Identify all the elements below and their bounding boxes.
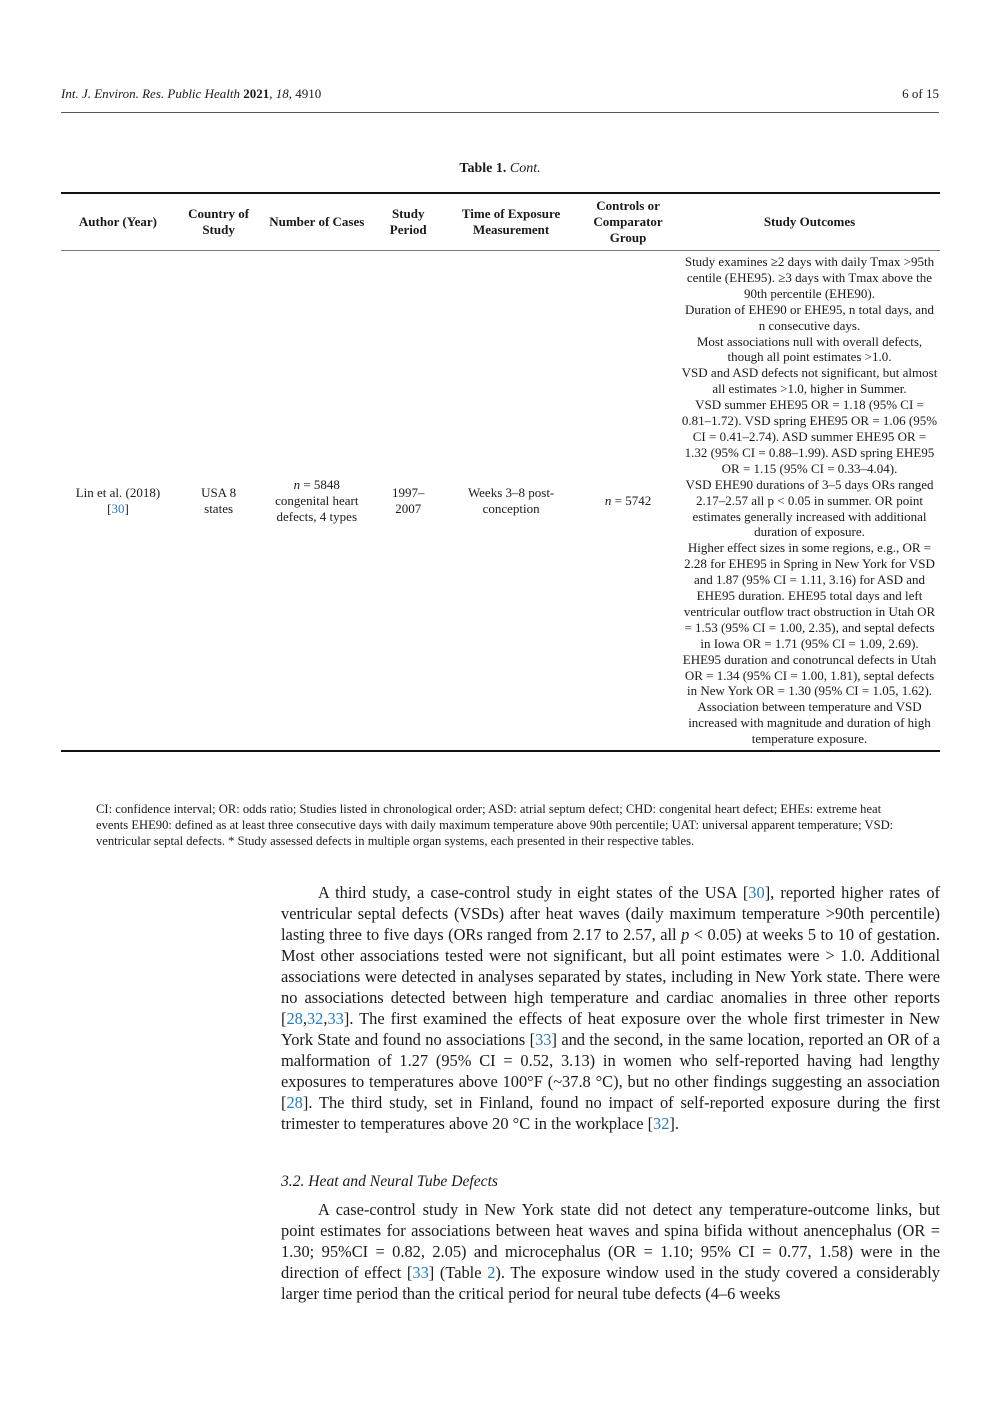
cell-outcomes xyxy=(679,251,940,752)
period-text: 1997–2007 xyxy=(391,484,425,516)
text-run: < 0.05) at weeks 5 to 10 of gestation. Most other associations tested were not significant, but all point estimates were > 1.0. Additional associations were detected in analyses separated by states, including in New York state. There were no associations detected between high temperature and cardiac anomalies in three other reports [ xyxy=(281,925,940,1028)
col-header-cases: Number of Cases xyxy=(269,214,365,230)
journal-name: Int. J. Environ. Res. Public Health xyxy=(61,86,240,101)
header-rule xyxy=(61,112,939,113)
running-header xyxy=(61,86,939,102)
text-run: ]. xyxy=(669,1114,679,1133)
body-paragraph xyxy=(281,1199,940,1304)
cell-author: Lin et al. (2018) [30] xyxy=(75,484,161,516)
citation-link[interactable]: 28 xyxy=(286,1009,303,1028)
text-run: p xyxy=(681,925,690,944)
outcome-line: VSD EHE90 durations of 3–5 days ORs ranged 2.17–2.57 all p < 0.05 in summer. OR point estimates generally increased with additional duration of exposure. xyxy=(685,476,934,540)
outcome-line: Study examines ≥2 days with daily Tmax >95th centile (EHE95). ≥3 days with Tmax above the 90th percentile (EHE90). xyxy=(684,254,935,301)
cell-controls xyxy=(577,251,679,752)
outcome-line: Higher effect sizes in some regions, e.g., OR = 2.28 for EHE95 in Spring in New York for VSD and 1.87 (95% CI = 1.11, 3.16) for ASD and EHE95 duration. EHE95 total days and left ventricular outflow tract obstruction in Utah OR = 1.53 (95% CI = 1.00, 2.35), and septal defects in Iowa OR = 1.71 (95% CI = 1.09, 2.69). EHE95 duration and conotruncal defects in Utah OR = 1.34 (95% CI = 1.00, 1.81), septal defects in New York OR = 1.30 (95% CI = 1.05, 1.62). Association between temperature and VSD increased with magnitude and duration of high temperature exposure. xyxy=(682,540,937,747)
journal-volume: 18 xyxy=(275,86,289,101)
country-text: USA 8 states xyxy=(201,484,237,516)
col-header-country: Country of Study xyxy=(188,206,250,237)
outcome-line: Most associations null with overall defects, though all point estimates >1.0. xyxy=(696,333,923,365)
col-header-exposure: Time of Exposure Measurement xyxy=(461,206,561,237)
outcome-line: VSD summer EHE95 OR = 1.18 (95% CI = 0.81–1.72). VSD spring EHE95 OR = 1.06 (95% CI = 0.41–2.74). ASD summer EHE95 OR = 1.32 (95% CI = 0.88–1.99). ASD spring EHE95 OR = 1.15 (95% CI = 0.33–4.04). xyxy=(681,397,938,476)
text-run: ]. The third study, set in Finland, found no impact of self-reported exposure during the first trimester to temperatures above 20 °C in the workplace [ xyxy=(281,1093,940,1133)
text-run: ] (Table xyxy=(428,1263,488,1282)
article-number: 4910 xyxy=(295,86,322,101)
table-header-row xyxy=(61,193,940,251)
table-label: Table 1. xyxy=(459,161,507,176)
cases-description: congenital heart defects, 4 types xyxy=(275,492,359,524)
exposure-time-text: Weeks 3–8 post-conception xyxy=(467,484,555,516)
page-number: 6 of 15 xyxy=(902,86,939,101)
outcome-line: Duration of EHE90 or EHE95, n total days, and n consecutive days. xyxy=(684,301,935,333)
citation-link[interactable]: 33 xyxy=(327,1009,344,1028)
outcome-line: VSD and ASD defects not significant, but almost all estimates >1.0, higher in Summer. xyxy=(681,365,938,397)
citation-link[interactable]: 33 xyxy=(535,1030,552,1049)
col-header-controls: Controls or Comparator Group xyxy=(593,198,663,245)
table-row xyxy=(61,251,940,752)
text-run: ] and the second, in the same location, reported an OR of a malformation of 1.27 (95% CI = 0.52, 3.13) in women who self-reported having had lengthy exposures to temperatures above 100°F (~37.8 °C), but no other findings suggesting an association [ xyxy=(281,1030,940,1112)
cell-cases xyxy=(262,251,371,752)
citation-link[interactable]: 32 xyxy=(653,1114,670,1133)
text-run: ). The exposure window used in the study covered a considerably larger time period than the critical period for neural tube defects (4–6 weeks xyxy=(281,1263,940,1303)
text-run: A third study, a case-control study in eight states of the USA [ xyxy=(318,883,749,902)
cell-country xyxy=(175,251,262,752)
text-run: ]. The first examined the effects of heat exposure over the whole first trimester in New York State and found no associations [ xyxy=(281,1009,940,1049)
cell-period xyxy=(371,251,445,752)
journal-year: 2021 xyxy=(243,86,270,101)
cell-exposure-time xyxy=(445,251,577,752)
controls-value: = 5742 xyxy=(611,492,652,508)
cases-value: = 5848 xyxy=(300,476,340,492)
citation-link[interactable]: 30 xyxy=(111,500,125,516)
table-footnote: CI: confidence interval; OR: odds ratio; Studies listed in chronological order; ASD: atrial septum defect; CHD: congenital heart defect; EHEs: extreme heat events EHE90: defined as at least three consecutive days with daily maximum temperature above 90th percentile; UAT: universal apparent temperature; VSD: ventricular septal defects. * Study assessed defects in multiple organ systems, each presented in their respective tables. xyxy=(96,802,894,848)
citation-link[interactable]: 28 xyxy=(286,1093,303,1112)
study-table xyxy=(61,192,940,752)
col-header-outcomes: Study Outcomes xyxy=(763,214,856,230)
citation-link[interactable]: 30 xyxy=(748,883,765,902)
col-header-period: Study Period xyxy=(389,206,427,237)
table-link[interactable]: 2 xyxy=(487,1263,496,1282)
citation-link[interactable]: 33 xyxy=(412,1263,429,1282)
controls-n-symbol: n xyxy=(604,492,612,508)
text-run: ], reported higher rates of ventricular septal defects (VSDs) after heat waves (daily maximum temperature >90th percentile) lasting three to five days (ORs ranged from 2.17 to 2.57, all xyxy=(281,883,940,944)
col-header-author: Author (Year) xyxy=(78,214,158,230)
journal-citation: Int. J. Environ. Res. Public Health 2021, 18, 4910 xyxy=(61,86,322,101)
body-paragraph: A third study, a case-control study in eight states of the USA [30], reported higher rates of ventricular septal defects (VSDs) after heat waves (daily maximum temperature >90th percentile) lasting three to five days (ORs ranged from 2.17 to 2.57, all p < 0.05) at weeks 5 to 10 of gestation. Most other associations tested were not significant, but all point estimates were > 1.0. Additional associations were detected in analyses separated by states, including in New York state. There were no associations detected between high temperature and cardiac anomalies in three other reports [28,32,33]. The first examined the effects of heat exposure over the whole first trimester in New York State and found no associations [33] and the second, in the same location, reported an OR of a malformation of 1.27 (95% CI = 0.52, 3.13) in women who self-reported having had lengthy exposures to temperatures above 100°F (~37.8 °C), but no other findings suggesting an association [28]. The third study, set in Finland, found no impact of self-reported exposure during the first trimester to temperatures above 20 °C in the workplace [32]. xyxy=(281,883,940,1133)
author-name: Lin et al. (2018) xyxy=(75,484,161,500)
text-run: A case-control study in New York state did not detect any temperature-outcome links, but point estimates for associations between heat waves and spina bifida without anencephalus (OR = 1.30; 95%CI = 0.82, 2.05) and microcephalus (OR = 1.10; 95% CI = 0.77, 1.58) were in the direction of effect [ xyxy=(281,1200,940,1282)
citation-link[interactable]: 32 xyxy=(306,1009,324,1028)
section-heading: 3.2. Heat and Neural Tube Defects xyxy=(281,1173,498,1190)
table-continued: Cont. xyxy=(509,161,541,176)
table-caption xyxy=(0,161,1000,177)
cases-n-symbol: n xyxy=(293,476,301,492)
